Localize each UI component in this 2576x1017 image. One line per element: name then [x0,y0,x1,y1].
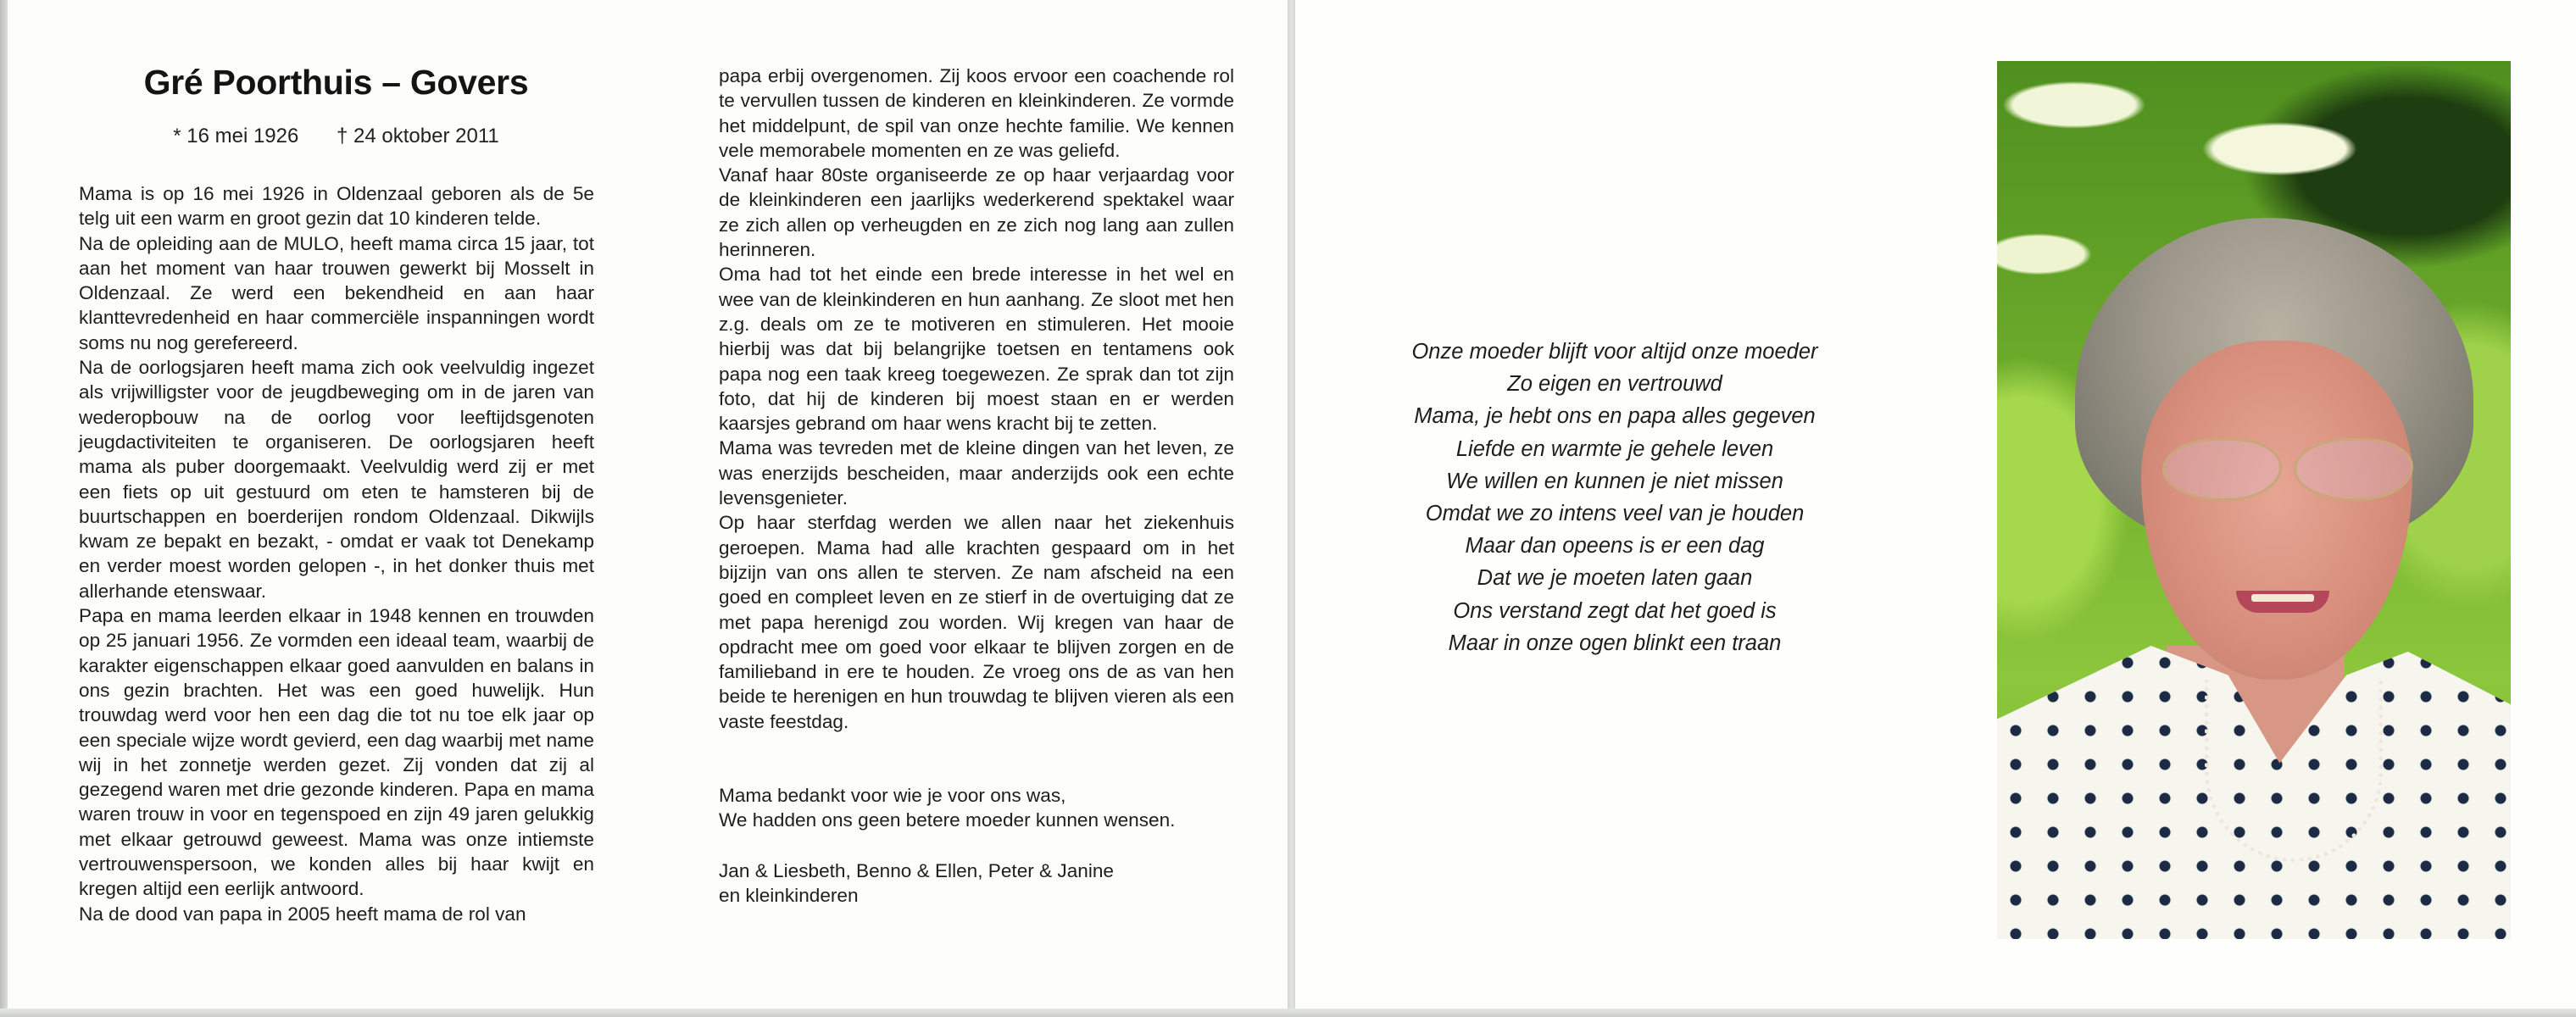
biography-paragraph: Na de oorlogsjaren heeft mama zich ook veelvuldig ingezet als vrijwilligster voor de jeugdbeweging om in de jaren van wederopbouw na de oorlog voor leeftijdsgenoten jeugdactiviteiten te organiseren. De oorlogsjaren heeft mama als puber doorgemaakt. Veelvuldig werd zij er met een fiets op uit gestuurd om eten te hamsteren bij de buurtschappen en boerderijen rondom Oldenzaal. Dikwijls kwam ze bepakt en bezakt, - omdat er vaak tot Denekamp en verder moest worden gelopen -, in het donker thuis met allerhande etenswaar. [79,357,594,602]
poem-line: Mama, je hebt ons en papa alles gegeven [1414,404,1816,429]
biography-paragraph: Mama is op 16 mei 1926 in Oldenzaal geboren als de 5e telg uit een warm en groot gezin dat 10 kinderen telde. [79,183,594,230]
glasses-icon [2162,438,2282,501]
poem-line: Liefde en warmte je gehele leven [1455,436,1774,461]
biography-paragraph: Na de dood van papa in 2005 heeft mama de rol van [79,903,526,925]
card-fold [1288,0,1295,1010]
poem-line: Zo eigen en vertrouwd [1507,372,1722,397]
spacer [719,833,1234,859]
biography-paragraph: Vanaf haar 80ste organiseerde ze op haar verjaardag voor de kleinkinderen een jaarlijks wederkerend spektakel waar ze zich allen op verheugden en ze zich nog lang aan zullen herinneren. [719,164,1234,261]
biography-paragraph: Oma had tot het einde een brede interesse in het wel en wee van de kleinkinderen en hun aanhang. Ze sloot met hen z.g. deals om ze te motiveren en stimuleren. Het mooie hierbij was dat bij belangrijke toetsen en tentamens ook papa nog een taak kreeg toegewezen. Ze sprak dan tot zijn foto, dat hij de kinderen bij moest staan en er werden kaarsjes gebrand om haar wens kracht bij te zetten. [719,264,1234,435]
death-date: † 24 oktober 2011 [337,125,499,147]
glasses-icon [2294,438,2413,501]
signature-line: Jan & Liesbeth, Benno & Ellen, Peter & Janine [719,859,1114,881]
poem-line: Omdat we zo intens veel van je houden [1425,502,1805,526]
spacer [719,734,1234,783]
portrait-photo [1997,61,2511,939]
poem-line: Maar in onze ogen blinkt een traan [1448,631,1782,655]
portrait-smile [2236,591,2329,613]
biography-column-2 [719,64,1234,908]
poem-line: Maar dan opeens is er een dag [1465,534,1765,559]
card-edge-bottom [0,1009,2576,1017]
closing-line: Mama bedankt voor wie je voor ons was, [719,785,1066,807]
biography-paragraph: papa erbij overgenomen. Zij koos ervoor een coachende rol te vervullen tussen de kinderen en kleinkinderen. Ze vormde het middelpunt, de spil van onze hechte familie. We kennen vele memorabele momenten en ze was geliefd. [719,65,1234,161]
biography-paragraph: Op haar sterfdag werden we allen naar het ziekenhuis geroepen. Mama had alle krachten gespaard om in het bijzijn van ons allen te sterven. Ze nam afscheid na een goed en compleet leven en ze stierf in de overtuiging dat ze met papa herenigd zou worden. Wij kregen van haar de opdracht mee om goed voor elkaar te blijven zorgen en de familieband in ere te houden. Ze vroeg ons de as van hen beide te herenigen en hun trouwdag te blijven vieren als een vaste feestdag. [719,512,1234,732]
memorial-poem [1360,336,1869,659]
pearl-necklace [2205,680,2383,862]
poem-line: Onze moeder blijft voor altijd onze moeder [1411,340,1818,364]
biography-paragraph: Na de opleiding aan de MULO, heeft mama circa 15 jaar, tot aan het moment van haar trouwen gewerkt bij Mosselt in Oldenzaal. Ze werd een bekendheid en aan haar klanttevredenheid en haar commerciële inspanningen wordt soms nu nog gerefereerd. [79,232,594,353]
life-dates [79,125,593,148]
biography-column-1 [79,181,594,926]
biography-paragraph: Mama was tevreden met de kleine dingen van het leven, ze was enerzijds bescheiden, maar anderzijds ook een echte levensgenieter. [719,437,1234,509]
portrait-face [2141,341,2412,680]
poem-line: Ons verstand zegt dat het goed is [1453,598,1777,623]
deceased-name: Gré Poorthuis – Govers [143,63,529,102]
biography-paragraph: Papa en mama leerden elkaar in 1948 kennen en trouwden op 25 januari 1956. Ze vormden een ideaal team, waarbij de karakter eigenschappen elkaar goed aanvulden en balans in ons gezin brachten. Het was een goed huwelijk. Hun trouwdag werd voor hen een dag die tot nu toe elk jaar op een speciale wijze wordt gevierd, een dag waarbij met name wij in het zonnetje werden gezet. Zij vonden dat zij al gezegend waren met drie gezonde kinderen. Papa en mama waren trouw in voor en tegenspoed en zijn 49 jaren gelukkig met elkaar getrouwd geweest. Mama was onze intiemste vertrouwenspersoon, we konden alles bij haar kwijt en kregen altijd een eerlijk antwoord. [79,605,594,900]
closing-line: We hadden ons geen betere moeder kunnen wensen. [719,809,1176,831]
card-edge-left [0,0,8,1010]
poem-line: We willen en kunnen je niet missen [1446,469,1783,493]
birth-date: * 16 mei 1926 [173,125,299,147]
signature-line: en kleinkinderen [719,884,859,906]
poem-line: Dat we je moeten laten gaan [1477,566,1753,591]
